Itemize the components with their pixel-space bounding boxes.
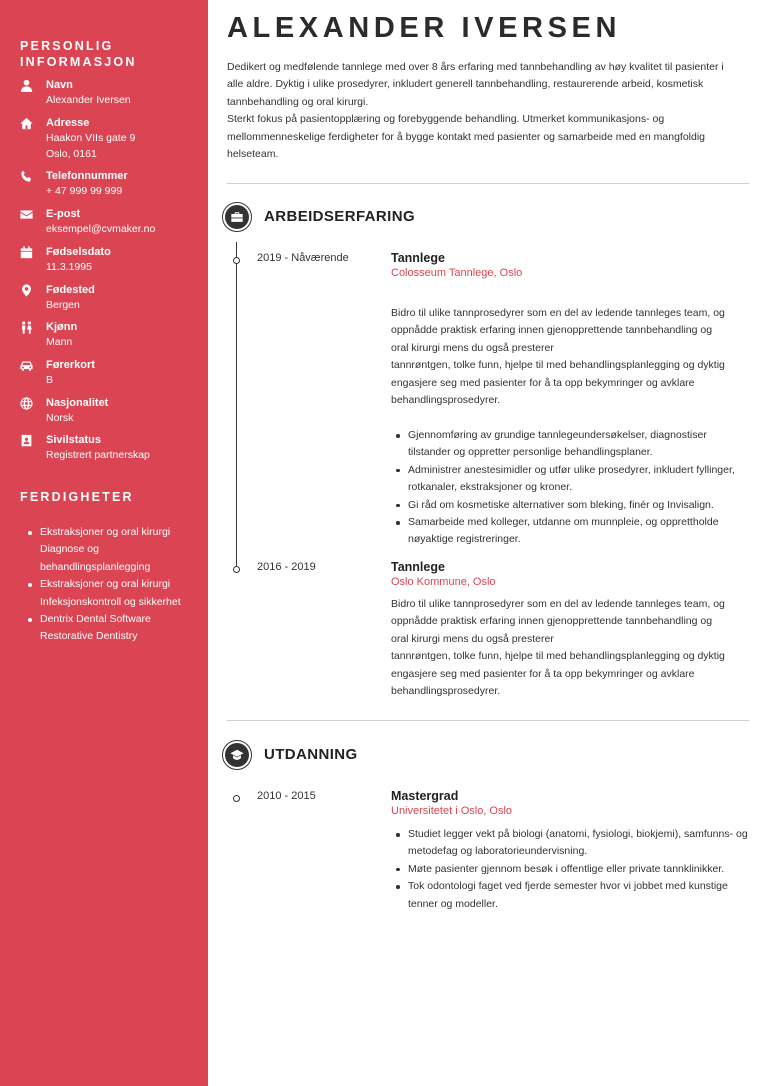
summary-line: helseteam.: [227, 148, 279, 161]
briefcase-icon: [222, 202, 252, 232]
job-date: 2016 - 2019: [257, 561, 316, 573]
description-line: Bidro til ulike tannprosedyrer som en del av ledende tannleges team, og: [391, 307, 725, 319]
summary-line: tannbehandling og oral kirurgi.: [227, 95, 369, 108]
info-label: Fødested: [46, 284, 95, 296]
school-name: Universitetet i Oslo, Oslo: [391, 805, 513, 817]
education-bullets: [408, 826, 750, 913]
skill-item: Ekstraksjoner og oral kirurgi Diagnose og behandlingsplanlegging: [40, 524, 200, 576]
experience-heading: ARBEIDSERFARING: [264, 208, 416, 225]
info-value: eksempel@cvmaker.no: [46, 223, 156, 235]
id-badge-icon: [20, 434, 34, 448]
description-line: behandlingsprosedyrer.: [391, 394, 501, 407]
job-title: Tannlege: [391, 560, 445, 574]
info-label: Adresse: [46, 117, 90, 129]
info-label: Førerkort: [46, 359, 95, 371]
info-value: B: [46, 374, 54, 386]
address-street: Haakon VIIs gate 9: [46, 132, 136, 144]
info-label: Telefonnummer: [46, 170, 128, 182]
gender-icon: [20, 321, 34, 335]
bullet-item: Samarbeide med kolleger, utdanne om munnpleie, og opprettholde nøyaktige registreringer.: [408, 514, 750, 549]
job-date: 2019 - Nåværende: [257, 252, 349, 264]
location-pin-icon: [20, 284, 34, 298]
description-line: oppnådde praktisk erfaring innen gjenopprettende tannbehandling og: [391, 324, 713, 337]
description-line: oppnådde praktisk erfaring innen gjenopprettende tannbehandling og: [391, 615, 713, 628]
job-company: Colosseum Tannlege, Oslo: [391, 267, 523, 279]
envelope-icon: [20, 208, 34, 222]
info-value: Bergen: [46, 299, 80, 311]
skill-item: Dentrix Dental Software Restorative Dentistry: [40, 611, 200, 646]
job-bullets: [408, 427, 750, 549]
bullet-item: Møte pasienter gjennom besøk i offentlige eller private tannklinikker.: [408, 861, 750, 878]
timeline-dot: [233, 566, 240, 573]
info-value: Norsk: [46, 412, 74, 424]
car-icon: [20, 359, 34, 373]
job-description: [391, 596, 751, 700]
info-value: Alexander Iversen: [46, 94, 131, 106]
summary-line: mellommenneskelige ferdigheter for å bygge kontakt med pasienter og samarbeide med en mangfoldig: [227, 130, 706, 143]
summary-line: alle aldre. Dyktig i ulike prosedyrer, inkludert generell tannbehandling, restaurerende arbeid, kosmetisk: [227, 78, 704, 91]
person-icon: [20, 79, 34, 93]
bullet-item: Gi råd om kosmetiske alternativer som bleking, finér og Invisalign.: [408, 497, 750, 514]
summary-line: Sterkt fokus på pasientopplæring og forebyggende behandling. Utmerket kommunikasjons- og: [227, 113, 665, 126]
description-line: engasjere seg med pasienter for å ta opp bekymringer og avklare: [391, 667, 695, 680]
info-label: Fødselsdato: [46, 246, 111, 258]
education-heading: UTDANNING: [264, 746, 358, 763]
description-line: engasjere seg med pasienter for å ta opp bekymringer og avklare: [391, 376, 695, 389]
graduation-cap-icon: [222, 740, 252, 770]
description-line: behandlingsprosedyrer.: [391, 685, 501, 698]
bullet-item: Administrer anestesimidler og utfør ulike prosedyrer, inkludert fyllinger, rotkanaler, ekstraksjoner og kroner.: [408, 462, 750, 497]
info-value: Registrert partnerskap: [46, 449, 150, 461]
skill-item: Ekstraksjoner og oral kirurgi Infeksjonskontroll og sikkerhet: [40, 576, 200, 611]
profile-summary: [227, 59, 749, 163]
info-label: Nasjonalitet: [46, 397, 109, 409]
timeline-dot: [233, 257, 240, 264]
education-date: 2010 - 2015: [257, 790, 316, 802]
candidate-name: ALEXANDER IVERSEN: [227, 12, 622, 44]
info-label: Kjønn: [46, 321, 78, 333]
home-icon: [20, 117, 34, 131]
description-line: tannrøntgen, tolke funn, hjelpe til med behandlingsplanlegging og dyktig: [391, 650, 725, 663]
globe-icon: [20, 397, 34, 411]
info-value: 11.3.1995: [46, 261, 92, 273]
description-line: Bidro til ulike tannprosedyrer som en del av ledende tannleges team, og: [391, 598, 725, 610]
sidebar: [0, 0, 208, 1086]
divider: [227, 720, 749, 721]
info-label: Navn: [46, 79, 73, 91]
job-title: Tannlege: [391, 251, 445, 265]
description-line: oral kirurgi mens du også presterer: [391, 341, 554, 354]
info-value: Mann: [46, 336, 73, 348]
info-label: Sivilstatus: [46, 434, 102, 446]
degree-title: Mastergrad: [391, 789, 459, 803]
description-line: tannrøntgen, tolke funn, hjelpe til med behandlingsplanlegging og dyktig: [391, 359, 725, 372]
calendar-icon: [20, 246, 34, 260]
personal-info-heading: PERSONLIG INFORMASJON: [20, 39, 137, 69]
info-value: [46, 131, 206, 162]
summary-line: Dedikert og medfølende tannlege med over 8 års erfaring med tannbehandling av høy kvalitet til pasienter i: [227, 61, 724, 73]
bullet-item: Tok odontologi faget ved fjerde semester hvor vi jobbet med kunstige tenner og modeller.: [408, 878, 750, 913]
timeline-dot: [233, 795, 240, 802]
bullet-item: Gjennomføring av grundige tannlegeundersøkelser, diagnostiser tilstander og oppretter personlige behandlingsplaner.: [408, 427, 750, 462]
skills-heading: FERDIGHETER: [20, 490, 134, 504]
job-description: [391, 305, 751, 409]
info-value: + 47 999 99 999: [46, 185, 123, 197]
skills-list: [40, 524, 200, 646]
bullet-item: Studiet legger vekt på biologi (anatomi, fysiologi, biokjemi), samfunns- og metodefag og laboratorieundervisning.: [408, 826, 750, 861]
divider: [227, 183, 749, 184]
experience-timeline: [236, 242, 237, 570]
info-label: E-post: [46, 208, 81, 220]
job-company: Oslo Kommune, Oslo: [391, 576, 496, 588]
address-city: Oslo, 0161: [46, 147, 97, 160]
phone-icon: [20, 170, 34, 184]
description-line: oral kirurgi mens du også presterer: [391, 632, 554, 645]
